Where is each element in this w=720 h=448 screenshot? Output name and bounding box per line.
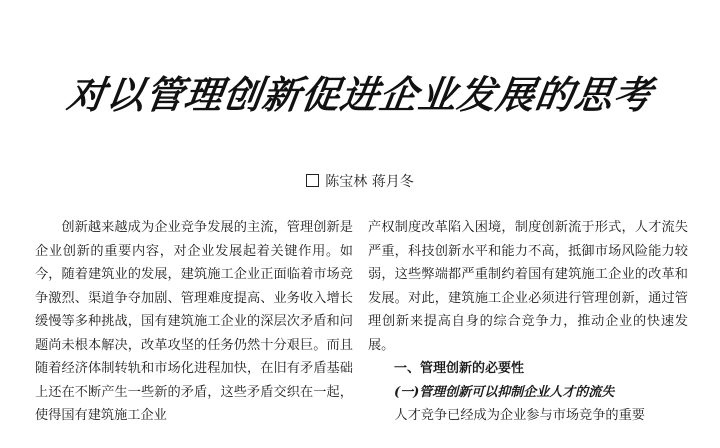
- body-paragraph-continued: 产权制度改革陷入困境，制度创新流于形式，人才流失严重，科技创新水平和能力不高，抵御市场风险能力较弱，这些弊端都严重制约着国有建筑施工企业的改革和发展。对此，建筑施工企业必须进行管理创新，通过管理创新来提高自身的综合竞争力，推动企业的快速发展。: [368, 220, 688, 353]
- left-column: [35, 216, 353, 428]
- subsection-heading: (一)管理创新可以抑制企业人才的流失: [394, 384, 615, 400]
- body-paragraph: 创新越来越成为企业竞争发展的主流，管理创新是企业创新的重要内容，对企业发展起着关键作用。如今，随着建筑业的发展，建筑施工企业正面临着市场竞争激烈、渠道争夺加剧、管理难度提高、业务收入增长缓慢等多种挑战，国有建筑施工企业的深层次矛盾和问题尚未根本解决，改革攻坚的任务仍然十分艰巨。而且随着经济体制转轨和市场化进程加快，在旧有矛盾基础上还在不断产生一些新的矛盾，这些矛盾交织在一起，使得国有建筑施工企业: [35, 220, 353, 423]
- square-icon: [306, 174, 319, 187]
- article-title: 对以管理创新促进企业发展的思考: [64, 73, 656, 117]
- section-heading: 一、管理创新的必要性: [394, 361, 525, 376]
- byline: [0, 172, 720, 192]
- right-column: [368, 216, 688, 428]
- body-paragraph: 人才竞争已经成为企业参与市场竞争的重要: [394, 408, 645, 423]
- byline-authors: 陈宝林 蒋月冬: [325, 174, 414, 190]
